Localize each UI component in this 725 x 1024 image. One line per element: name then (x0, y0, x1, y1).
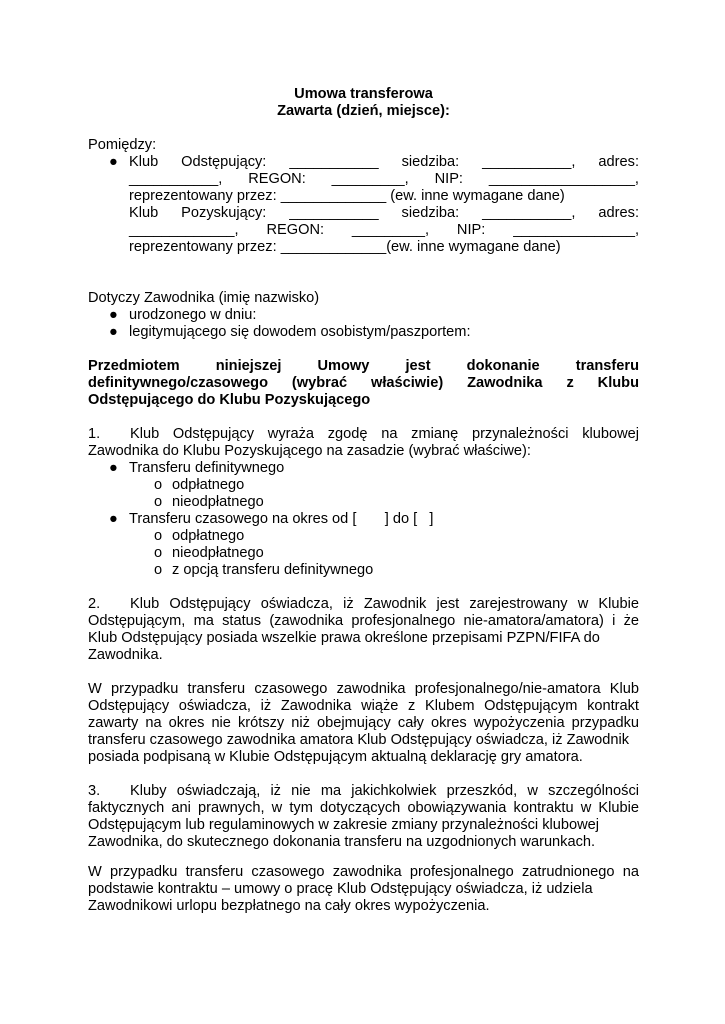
section-2b-last-line: posiada podpisaną w Klubie Odstępującym aktualną deklarację gry amatora. (88, 749, 583, 765)
title-line-2: Zawarta (dzień, miejsce): (277, 103, 450, 119)
section-1 (88, 426, 639, 579)
player-birthdate: urodzonego w dniu: (129, 307, 257, 323)
bullet-icon: ● (109, 307, 118, 323)
subject-line-1: Przedmiotem niniejszej Umowy jest dokonanie transferu (88, 358, 639, 374)
club-acquiring-line-2: _____________, REGON: _________, NIP: _______________, (129, 222, 639, 238)
sub-list-item (88, 477, 639, 494)
section-3-paragraph (88, 864, 639, 915)
club-acquiring-line-3: reprezentowany przez: _____________(ew. inne wymagane dane) (129, 239, 561, 255)
subject-section (88, 358, 639, 409)
bullet-icon: ● (109, 460, 118, 476)
club-acquiring-line-1: Klub Pozyskujący: ___________ siedziba: ___________, adres: (129, 205, 639, 221)
temporary-transfer-label: Transferu czasowego na okres od [ ] do [ ] (129, 511, 434, 527)
circle-bullet-icon: o (154, 528, 163, 544)
list-item (88, 460, 639, 477)
sub-list-item (88, 562, 639, 579)
title-line-1: Umowa transferowa (294, 86, 433, 102)
circle-bullet-icon: o (154, 545, 163, 561)
temporary-option-paid: odpłatnego (172, 528, 245, 544)
sub-list-item (88, 494, 639, 511)
section-3 (88, 783, 639, 851)
bullet-icon: ● (109, 324, 118, 340)
section-2-text: Klub Odstępujący oświadcza, iż Zawodnik jest zarejestrowany w Klubie Odstępującym, ma status (zawodnika profesjonalnego nie-amatora/amatora) i że Klub Odstępujący posiada wszelkie prawa określone przepisami PZPN/FIFA do (88, 596, 639, 646)
section-1-line-2: Zawodnika do Klubu Pozyskującego na zasadzie (wybrać właściwe): (88, 443, 531, 459)
list-item (88, 307, 639, 324)
parties-section (88, 137, 639, 256)
player-section (88, 290, 639, 341)
bullet-icon: ● (109, 154, 118, 170)
temporary-option-definitive: z opcją transferu definitywnego (172, 562, 374, 578)
party-list-item (88, 154, 639, 256)
section-3-last-line: Zawodnika, do skutecznego dokonania transferu na uzgodnionych warunkach. (88, 834, 596, 850)
sub-list-item (88, 528, 639, 545)
subject-line-3: Odstępującego do Klubu Pozyskującego (88, 392, 371, 408)
section-number: 1. (88, 426, 101, 442)
section-3b-last-line: Zawodnikowi urlopu bezpłatnego na cały okres wypożyczenia. (88, 898, 490, 914)
section-1-text: Klub Odstępujący wyraża zgodę na zmianę przynależności klubowej (130, 426, 639, 442)
definitive-option-free: nieodpłatnego (172, 494, 264, 510)
section-3b-text: W przypadku transferu czasowego zawodnika profesjonalnego zatrudnionego na podstawie kontraktu – umowy o pracę Klub Odstępujący oświadcza, iż udziela (88, 864, 639, 897)
subject-line-2: definitywnego/czasowego (wybrać właściwie) Zawodnika z Klubu (88, 375, 639, 391)
definitive-transfer-label: Transferu definitywnego (129, 460, 285, 476)
section-2 (88, 596, 639, 664)
document-title (88, 86, 639, 120)
player-id-document: legitymującego się dowodem osobistym/paszportem: (129, 324, 471, 340)
circle-bullet-icon: o (154, 562, 163, 578)
club-releasing-line-1: Klub Odstępujący: ___________ siedziba: ___________, adres: (129, 154, 639, 170)
bullet-icon: ● (109, 511, 118, 527)
section-2-last-line: Zawodnika. (88, 647, 163, 663)
section-number: 2. (88, 596, 101, 612)
circle-bullet-icon: o (154, 494, 163, 510)
list-item (88, 324, 639, 341)
sub-list-item (88, 545, 639, 562)
section-number: 3. (88, 783, 101, 799)
section-2-paragraph (88, 681, 639, 766)
temporary-option-free: nieodpłatnego (172, 545, 264, 561)
list-item (88, 511, 639, 528)
player-intro: Dotyczy Zawodnika (imię nazwisko) (88, 290, 320, 306)
club-releasing-line-2: ___________, REGON: _________, NIP: __________________, (129, 171, 639, 187)
section-3-text: Kluby oświadczają, iż nie ma jakichkolwiek przeszkód, w szczególności faktycznych ani prawnych, w tym dotyczących obowiązywania kontraktu w Klubie Odstępującym lub regulaminowych w zakresie zmiany przynależności klubowej (88, 783, 639, 833)
section-1-line-1 (88, 426, 639, 443)
section-2b-text: W przypadku transferu czasowego zawodnika profesjonalnego/nie-amatora Klub Odstępujący oświadcza, iż Zawodnika wiąże z Klubem Odstępującym kontrakt zawarty na okres nie krótszy niż obejmujący cały okres wypożyczenia przypadku transferu czasowego zawodnika amatora Klub Odstępujący oświadcza, iż Zawodnik (88, 681, 639, 748)
club-releasing-line-3: reprezentowany przez: _____________ (ew. inne wymagane dane) (129, 188, 565, 204)
definitive-option-paid: odpłatnego (172, 477, 245, 493)
circle-bullet-icon: o (154, 477, 163, 493)
parties-intro: Pomiędzy: (88, 137, 157, 153)
